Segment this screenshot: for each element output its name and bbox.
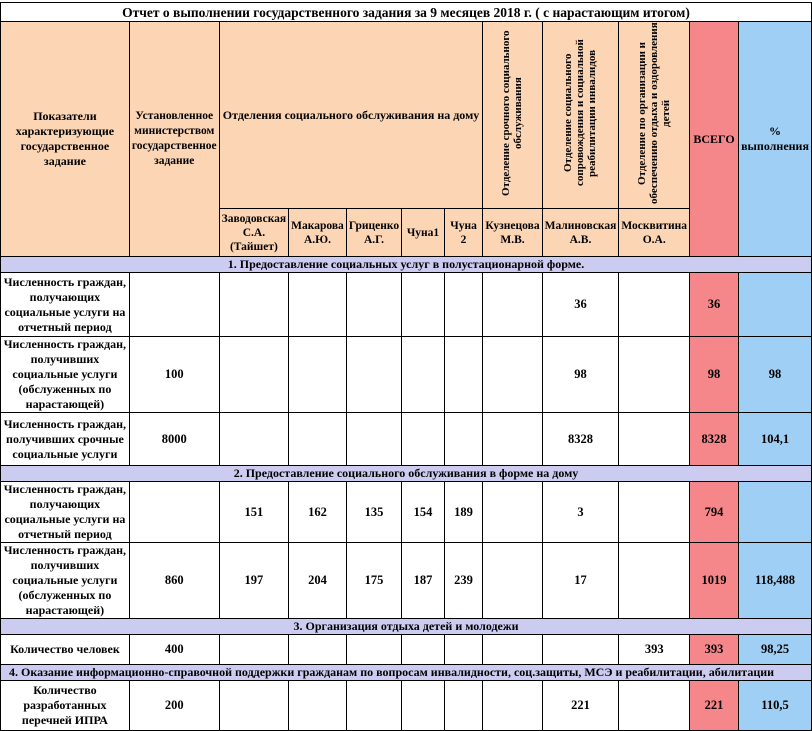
section-title: 3. Организация отдыха детей и молодежи [1,619,812,635]
table-row [1,273,812,337]
value-cell [444,413,483,466]
value-cell [619,337,690,413]
value-cell [444,337,483,413]
value-cell [619,543,690,619]
value-cell: 197 [219,543,289,619]
value-cell [346,337,401,413]
header-urgent [483,22,542,209]
value-cell: 100 [129,337,219,413]
percent-cell [739,273,812,337]
header-home-services: Отделения социального обслуживания на дому [219,22,483,209]
value-cell [483,337,542,413]
report-title: Отчет о выполнении государственного задания за 9 месяцев 2018 г. ( с нарастающим итогом) [1,3,812,22]
table-body [1,257,812,731]
subcol-chuna1: Чуна1 [402,209,445,257]
percent-cell [739,482,812,543]
value-cell [444,635,483,665]
header-indicators: Показатели характеризующие государственное задание [1,22,130,257]
header-percent: % выполнения [739,22,812,257]
table-row [1,413,812,466]
value-cell: 151 [219,482,289,543]
value-cell [129,482,219,543]
row-label: Численность граждан, получивших социальные услуги (обслуженных по нарастающей) [1,337,130,413]
value-cell: 860 [129,543,219,619]
section-header-row [1,257,812,273]
value-cell [444,681,483,731]
value-cell [483,413,542,466]
total-cell: 36 [690,273,739,337]
value-cell [619,413,690,466]
total-cell: 221 [690,681,739,731]
value-cell [129,273,219,337]
header-rehab [542,22,619,209]
total-cell: 393 [690,635,739,665]
total-cell: 1019 [690,543,739,619]
value-cell [619,681,690,731]
value-cell: 3 [542,482,619,543]
row-label: Численность граждан, получивших социальные услуги (обслуженных по нарастающей) [1,543,130,619]
value-cell: 8328 [542,413,619,466]
header-rehab-text: Отделение социального сопровождения и социальной реабилитации инвалидов [562,39,599,187]
value-cell [402,337,445,413]
value-cell: 393 [619,635,690,665]
value-cell: 187 [402,543,445,619]
row-label: Количество человек [1,635,130,665]
value-cell: 175 [346,543,401,619]
value-cell: 17 [542,543,619,619]
section-header-row [1,665,812,681]
table-row [1,543,812,619]
value-cell [219,681,289,731]
value-cell: 154 [402,482,445,543]
value-cell [289,635,347,665]
value-cell: 189 [444,482,483,543]
row-label: Численность граждан, получивших срочные социальные услуги [1,413,130,466]
total-cell: 8328 [690,413,739,466]
value-cell: 98 [542,337,619,413]
row-label: Численность граждан, получающих социальные услуги на отчетный период [1,482,130,543]
header-recreation-text: Отделение по организации и обеспечению отдыха и оздоровления детей [636,22,673,204]
header-recreation [619,22,690,209]
header-total: ВСЕГО [690,22,739,257]
value-cell [346,635,401,665]
report-table [0,2,812,731]
subcol-zavodovskaya: Заводовская С.А. (Тайшет) [219,209,289,257]
value-cell [402,413,445,466]
table-row [1,337,812,413]
row-label: Численность граждан, получающих социальные услуги на отчетный период [1,273,130,337]
subcol-moskvitina: Москвитина О.А. [619,209,690,257]
value-cell: 204 [289,543,347,619]
value-cell [483,482,542,543]
percent-cell: 98 [739,337,812,413]
value-cell: 8000 [129,413,219,466]
subcol-chuna2: Чуна 2 [444,209,483,257]
value-cell [483,681,542,731]
section-title: 2. Предоставление социального обслуживания в форме на дому [1,466,812,482]
value-cell [289,413,347,466]
subcol-makarova: Макарова А.Ю. [289,209,347,257]
value-cell [619,482,690,543]
subcol-gritsenko: Гриценко А.Г. [346,209,401,257]
section-title: 4. Оказание информационно-справочной поддержки гражданам по вопросам инвалидности, соц.защиты, МСЭ и реабилитации, абилитации [1,665,812,681]
section-header-row [1,619,812,635]
percent-cell: 104,1 [739,413,812,466]
total-cell: 794 [690,482,739,543]
header-urgent-text: Отделение срочного социального обслуживания [500,30,525,196]
value-cell: 135 [346,482,401,543]
percent-cell: 118,488 [739,543,812,619]
total-cell: 98 [690,337,739,413]
value-cell: 36 [542,273,619,337]
value-cell [219,635,289,665]
table-row [1,482,812,543]
percent-cell: 98,25 [739,635,812,665]
value-cell: 200 [129,681,219,731]
value-cell [346,413,401,466]
value-cell [483,543,542,619]
header-ministry: Установленное министерством государственное задание [129,22,219,257]
value-cell [483,635,542,665]
value-cell [402,635,445,665]
section-header-row [1,466,812,482]
section-title: 1. Предоставление социальных услуг в полустационарной форме. [1,257,812,273]
value-cell: 221 [542,681,619,731]
subcol-malinovskaya: Малиновская А.В. [542,209,619,257]
value-cell [542,635,619,665]
table-row [1,681,812,731]
value-cell [402,273,445,337]
value-cell [219,337,289,413]
value-cell: 162 [289,482,347,543]
value-cell [483,273,542,337]
value-cell [444,273,483,337]
value-cell [619,273,690,337]
value-cell [289,681,347,731]
percent-cell: 110,5 [739,681,812,731]
value-cell: 239 [444,543,483,619]
value-cell [346,273,401,337]
value-cell [289,337,347,413]
value-cell [219,273,289,337]
value-cell [289,273,347,337]
subcol-kuznetsova: Кузнецова М.В. [483,209,542,257]
value-cell: 400 [129,635,219,665]
value-cell [346,681,401,731]
table-row [1,635,812,665]
value-cell [402,681,445,731]
value-cell [219,413,289,466]
row-label: Количество разработанных перечней ИПРА [1,681,130,731]
